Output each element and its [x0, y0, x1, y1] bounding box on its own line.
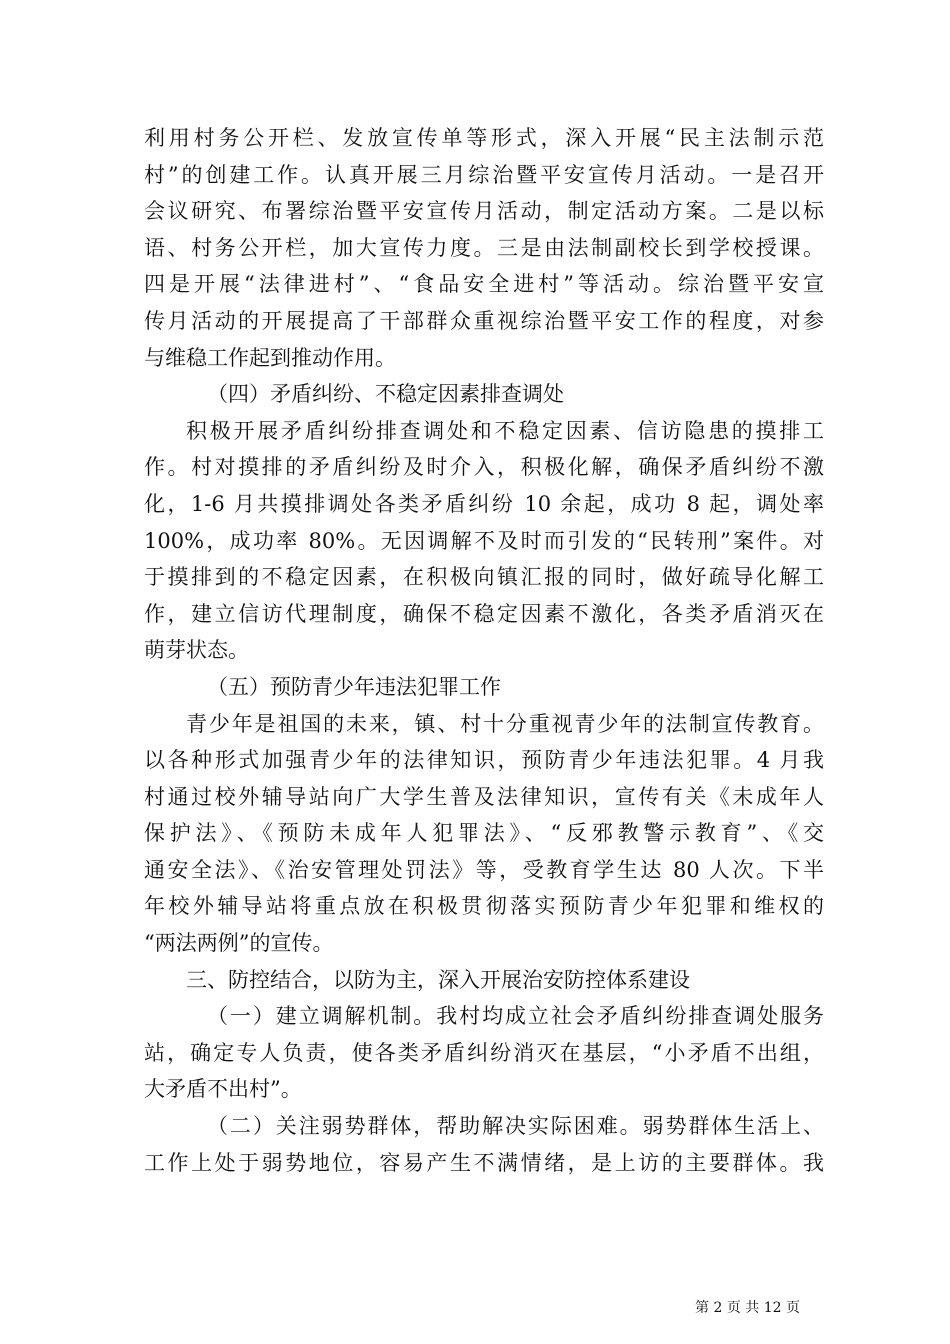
text-line: （四）矛盾纠纷、不稳定因素排查调处: [207, 382, 564, 407]
text-line: （五）预防青少年违法犯罪工作: [207, 674, 501, 699]
text-line: 萌芽状态。: [144, 638, 249, 663]
page-number: 第 2 页 共 12 页: [695, 1300, 800, 1316]
text-line: 于摸排到的不稳定因素，在积极向镇汇报的同时，做好疏导化解工: [144, 565, 824, 590]
text-line: “两法两例”的宣传。: [144, 931, 334, 956]
text-line: 三、防控结合，以防为主，深入开展治安防控体系建设: [186, 967, 690, 992]
text-line: 作，建立信访代理制度，确保不稳定因素不激化，各类矛盾消灭在: [144, 601, 824, 626]
text-line: 作。村对摸排的矛盾纠纷及时介入，积极化解，确保矛盾纠纷不激: [144, 455, 824, 480]
text-line: 会议研究、布署综治暨平安宣传月活动，制定活动方案。二是以标: [144, 199, 824, 224]
text-line: 与维稳工作起到推动作用。: [144, 345, 396, 370]
text-line: 村”的创建工作。认真开展三月综治暨平安宣传月活动。一是召开: [144, 162, 824, 187]
text-line: 语、村务公开栏，加大宣传力度。三是由法制副校长到学校授课。: [144, 235, 824, 260]
text-line: 以各种形式加强青少年的法律知识，预防青少年违法犯罪。4 月我: [144, 748, 824, 773]
text-line: 站，确定专人负责，使各类矛盾纠纷消灭在基层，“小矛盾不出组，: [144, 1040, 824, 1065]
text-line: （二）关注弱势群体，帮助解决实际困难。弱势群体生活上、: [207, 1114, 824, 1139]
text-line: （一）建立调解机制。我村均成立社会矛盾纠纷排查调处服务: [207, 1004, 824, 1029]
text-line: 工作上处于弱势地位，容易产生不满情绪，是上访的主要群体。我: [144, 1150, 824, 1175]
text-line: 化，1-6 月共摸排调处各类矛盾纠纷 10 余起，成功 8 起，调处率: [144, 491, 824, 516]
text-line: 青少年是祖国的未来，镇、村十分重视青少年的法制宣传教育。: [186, 711, 824, 736]
text-line: 积极开展矛盾纠纷排查调处和不稳定因素、信访隐患的摸排工: [186, 418, 824, 443]
text-line: 大矛盾不出村”。: [144, 1077, 302, 1102]
text-line: 年校外辅导站将重点放在积极贯彻落实预防青少年犯罪和维权的: [144, 894, 824, 919]
text-line: 100%，成功率 80%。无因调解不及时而引发的“民转刑”案件。对: [144, 528, 824, 553]
text-line: 利用村务公开栏、发放宣传单等形式，深入开展“民主法制示范: [144, 126, 824, 150]
text-line: 保护法》、《预防未成年人犯罪法》、“反邪教警示教育”、《交: [144, 821, 824, 846]
text-line: 四是开展“法律进村”、“食品安全进村”等活动。综治暨平安宣: [144, 272, 824, 297]
text-line: 通安全法》、《治安管理处罚法》等，受教育学生达 80 人次。下半: [144, 857, 824, 882]
text-line: 传月活动的开展提高了干部群众重视综治暨平安工作的程度，对参: [144, 308, 824, 333]
text-line: 村通过校外辅导站向广大学生普及法律知识，宣传有关《未成年人: [144, 784, 824, 809]
document-body: [144, 120, 824, 1181]
